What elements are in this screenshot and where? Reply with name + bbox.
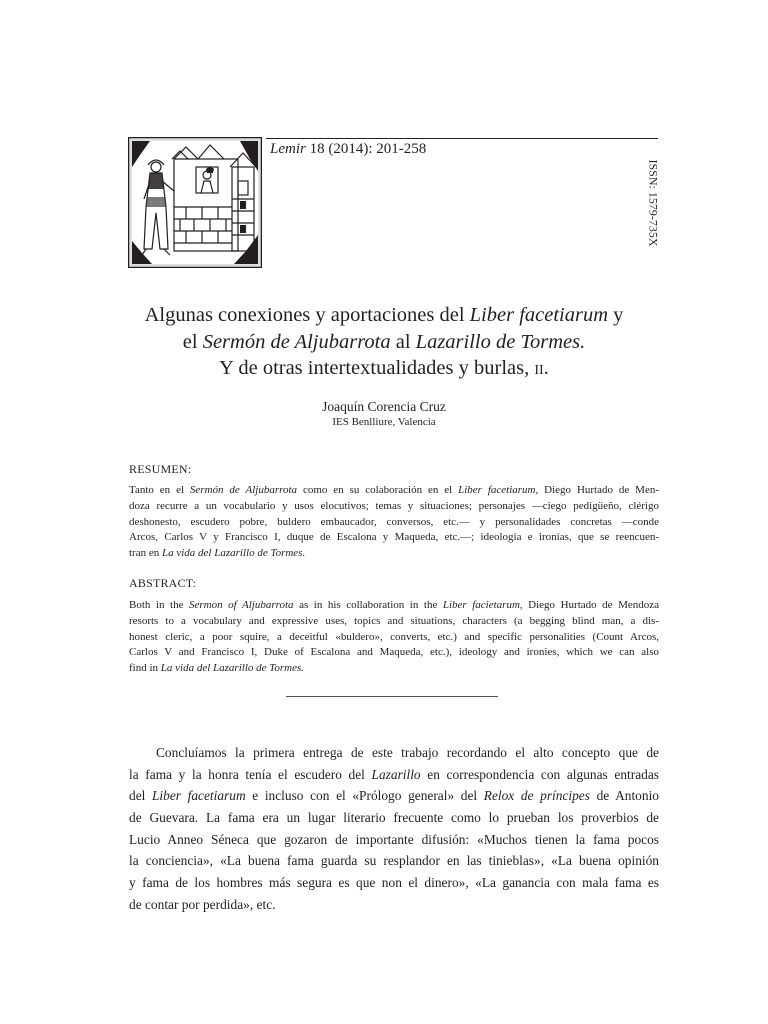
title-italic: Sermón de Aljubarrota — [202, 330, 391, 353]
title-line-1 — [100, 302, 668, 329]
italic-run: La vida del Lazarillo de Tormes. — [160, 662, 305, 675]
title-text: al — [390, 330, 416, 353]
title-part-number: ii. — [534, 357, 549, 379]
italic-run: Liber facetiarum — [458, 484, 536, 496]
author-affiliation: IES Benlliure, Valencia — [332, 416, 436, 428]
text-run: del — [129, 788, 152, 804]
resumen-line — [129, 546, 659, 562]
title-text: Y de otras intertextualidades y burlas, — [219, 357, 535, 379]
italic-run: Lazarillo — [371, 766, 421, 782]
text-run: , Diego Hurtado de Mendoza — [519, 599, 659, 611]
text-run: find in — [129, 662, 161, 675]
author-name: Joaquín Corencia Cruz — [322, 399, 446, 414]
title-italic: Lazarillo de Tormes. — [415, 330, 586, 353]
journal-name: Lemir — [270, 141, 306, 157]
resumen-heading: RESUMEN: — [129, 462, 192, 476]
italic-run: Sermón de Aljubarrota — [189, 484, 298, 496]
title-text: Algunas conexiones y aportaciones del — [144, 304, 470, 326]
italic-run: Sermon of Aljubarrota — [188, 599, 294, 611]
italic-run: Liber facetiarum — [151, 788, 246, 804]
italic-run: Liber facietarum — [442, 599, 520, 611]
text-run: e incluso con el «Prólogo general» del — [245, 788, 484, 804]
text-run: tran en — [129, 547, 162, 560]
text-run: de Antonio — [589, 788, 659, 804]
title-italic: Liber facetiarum — [469, 304, 609, 326]
body-line: Lucio Anneo Séneca que gozaron de importante difusión: «Muchos tienen la fama pocos — [129, 831, 659, 847]
abstract-line — [129, 598, 659, 614]
text-run: Tanto en el — [129, 484, 190, 496]
text-run: en correspondencia con algunas entradas — [420, 766, 659, 782]
body-line: y fama de los hombres más segura es que non el dinero», «La ganancia con mala fama es — [129, 875, 659, 891]
body-line: Concluíamos la primera entrega de este trabajo recordando el alto concepto que de — [156, 745, 659, 760]
italic-run: Relox de príncipes — [483, 788, 590, 804]
resumen-text — [129, 483, 659, 562]
resumen-line: deshonesto, escudero pobre, buldero embaucador, conversos, etc.— y personalidades concretas —conde — [129, 515, 659, 528]
text-run: Both in the — [129, 599, 189, 611]
abstract-line: Carlos V and Francisco I, Duke of Escalona and Maqueda, etc.), ideology and ironies, which we can also — [129, 646, 659, 659]
title-text: el — [182, 330, 203, 353]
text-run: la fama y la honra tenía el escudero del — [129, 766, 372, 782]
resumen-line — [129, 483, 659, 499]
title-line-2 — [100, 329, 668, 356]
text-run: como en su colaboración en el — [297, 484, 459, 496]
body-line: de contar por perdida», etc. — [129, 896, 276, 912]
title-text: y — [608, 304, 624, 326]
abstract-line — [129, 661, 659, 677]
abstract-heading: ABSTRACT: — [129, 576, 197, 590]
text-run: as in his collaboration in the — [293, 599, 443, 611]
section-divider — [286, 696, 498, 697]
article-title — [100, 302, 668, 382]
body-line — [129, 764, 659, 786]
body-line: de Guevara. La fama era un lugar literario frecuente como lo prueban los proverbios de — [129, 810, 659, 826]
journal-issue: 18 (2014): 201-258 — [305, 141, 427, 157]
italic-run: La vida del Lazarillo de Tormes. — [161, 547, 306, 560]
body-line — [129, 785, 659, 807]
issn-text: ISSN: 1579-735X — [646, 159, 661, 247]
abstract-line: honest cleric, a poor squire, a deceitful «buldero», converts, etc.) and specific personalities (Count Arcos, — [129, 630, 659, 643]
text-run: , Diego Hurtado de Men- — [535, 484, 660, 496]
woodcut-illustration — [128, 137, 262, 268]
title-line-3 — [100, 355, 668, 382]
body-line: la conciencia», «La buena fama guarda su resplandor en las tinieblas», «La buena opinión — [129, 853, 659, 869]
abstract-line: resorts to a vocabulary and expressive uses, topics and situations, characters (a begging blind man, a dis- — [129, 614, 659, 627]
header-rule — [266, 138, 658, 139]
resumen-line: doza recurre a un vocabulario y usos elocutivos; temas y situaciones; personajes —ciego pedigüeño, clérigo — [129, 499, 659, 512]
abstract-text — [129, 598, 659, 677]
resumen-line: Arcos, Carlos V y Francisco I, duque de Escalona y Maqueda, etc.—; ideología e ironías, que se reencuen- — [129, 531, 659, 544]
issn-label — [644, 148, 662, 258]
body-paragraph — [129, 742, 659, 916]
journal-citation — [270, 141, 426, 158]
